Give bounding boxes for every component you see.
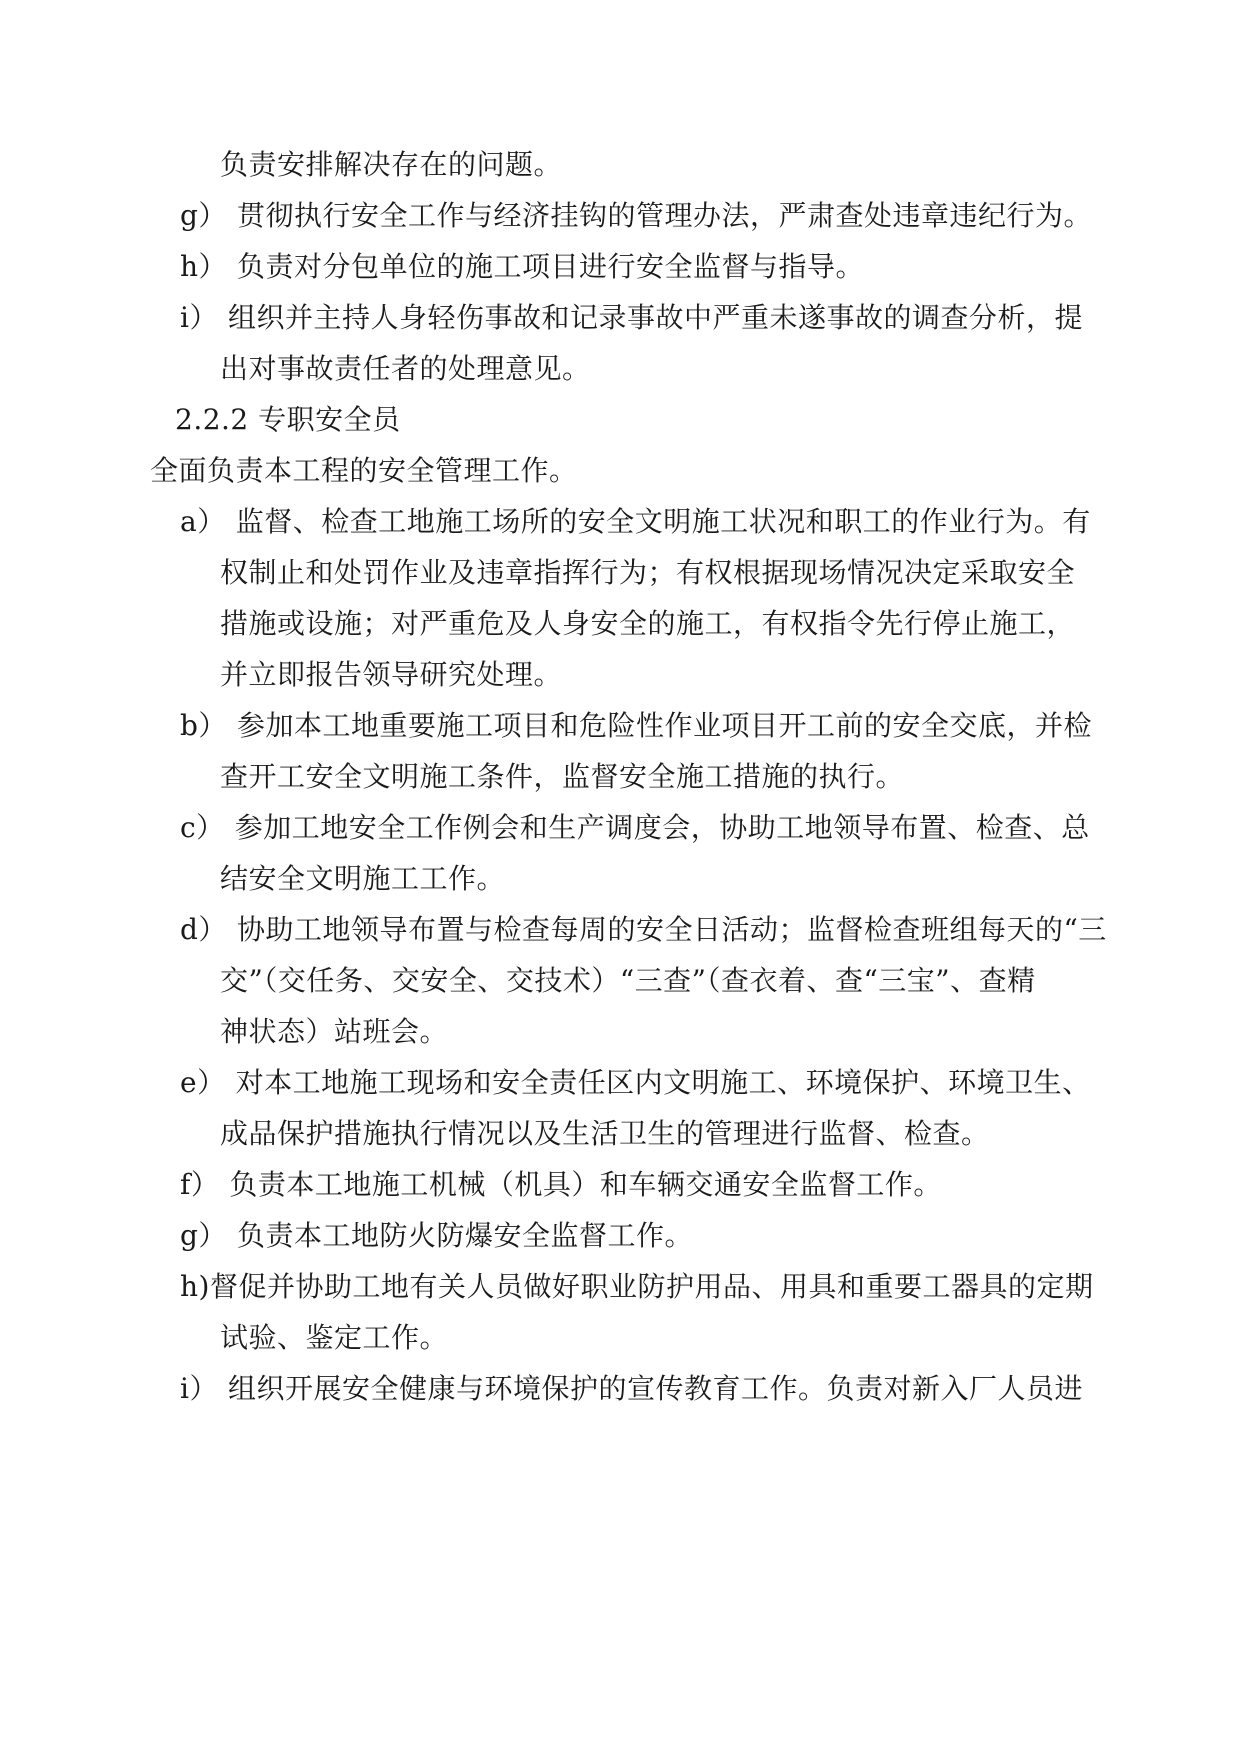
line-text: 查开工安全文明施工条件，监督安全施工措施的执行。: [220, 760, 905, 793]
list-marker: i）: [180, 301, 218, 334]
line-text: 并立即报告领导研究处理。: [220, 658, 563, 691]
line-text: 成品保护措施执行情况以及生活卫生的管理进行监督、检查。: [220, 1117, 990, 1150]
continuation-line: [220, 1318, 448, 1358]
line-text: 协助工地领导布置与检查每周的安全日活动；监督检查班组每天的“三: [236, 913, 1107, 946]
continuation-line: [220, 961, 1036, 1001]
continuation-line: [220, 655, 562, 695]
line-text: 负责本工地防火防爆安全监督工作。: [236, 1219, 693, 1252]
line-text: 参加本工地重要施工项目和危险性作业项目开工前的安全交底，并检: [236, 709, 1092, 742]
line-text: 督促并协助工地有关人员做好职业防护用品、用具和重要工器具的定期: [209, 1270, 1094, 1303]
line-text: 全面负责本工程的安全管理工作。: [150, 454, 578, 487]
line-text: 贯彻执行安全工作与经济挂钩的管理办法，严肃查处违章违纪行为。: [236, 199, 1092, 232]
line-text: 负责安排解决存在的问题。: [220, 148, 563, 181]
line-text: 措施或设施；对严重危及人身安全的施工，有权指令先行停止施工，: [220, 607, 1076, 640]
continuation-line: [220, 1114, 990, 1154]
continuation-line: [220, 859, 505, 899]
list-marker: i）: [180, 1372, 218, 1405]
list-item-h: [180, 1267, 1093, 1307]
line-text: 试验、鉴定工作。: [220, 1321, 449, 1354]
list-marker: a）: [180, 505, 226, 538]
list-marker: g）: [180, 199, 227, 232]
continuation-line: [220, 604, 1075, 644]
line-text: 负责本工地施工机械（机具）和车辆交通安全监督工作。: [229, 1168, 942, 1201]
continuation-line: [220, 349, 591, 389]
line-text: 结安全文明施工工作。: [220, 862, 506, 895]
list-marker: c）: [180, 811, 225, 844]
line-text: 组织开展安全健康与环境保护的宣传教育工作。负责对新入厂人员进: [227, 1372, 1083, 1405]
list-marker: h）: [180, 250, 228, 283]
list-marker: e）: [180, 1066, 226, 1099]
line-text: 交”（交任务、交安全、交技术）“三查”（查衣着、查“三宝”、查精: [220, 964, 1036, 997]
line-text: 负责对分包单位的施工项目进行安全监督与指导。: [237, 250, 865, 283]
list-item-g: [180, 1216, 693, 1256]
continuation-line: [220, 553, 1075, 593]
list-item-a: [180, 502, 1091, 542]
list-item-i: [180, 298, 1083, 338]
section-heading-text: 2.2.2 专职安全员: [175, 403, 401, 436]
line-text: 参加工地安全工作例会和生产调度会，协助工地领导布置、检查、总: [234, 811, 1090, 844]
list-item-c: [180, 808, 1090, 848]
continuation-line: [220, 757, 904, 797]
list-item-e: [180, 1063, 1091, 1103]
list-marker: g）: [180, 1219, 227, 1252]
list-marker: h): [180, 1270, 210, 1303]
list-marker: d）: [180, 913, 227, 946]
line-text: 对本工地施工现场和安全责任区内文明施工、环境保护、环境卫生、: [235, 1066, 1091, 1099]
list-marker: b）: [180, 709, 227, 742]
list-item-d: [180, 910, 1107, 950]
section-heading: [175, 400, 401, 440]
line-text: 组织并主持人身轻伤事故和记录事故中严重未遂事故的调查分析，提: [227, 301, 1083, 334]
continuation-line: [220, 145, 562, 185]
line-text: 出对事故责任者的处理意见。: [220, 352, 591, 385]
intro-paragraph: [150, 451, 578, 491]
list-item-b: [180, 706, 1092, 746]
continuation-line: [220, 1012, 448, 1052]
list-item-i: [180, 1369, 1083, 1409]
list-item-f: [180, 1165, 942, 1205]
list-item-h: [180, 247, 864, 287]
line-text: 神状态）站班会。: [220, 1015, 449, 1048]
line-text: 监督、检查工地施工场所的安全文明施工状况和职工的作业行为。有: [235, 505, 1091, 538]
list-item-g: [180, 196, 1092, 236]
line-text: 权制止和处罚作业及违章指挥行为；有权根据现场情况决定采取安全: [220, 556, 1076, 589]
list-marker: f）: [180, 1168, 220, 1201]
